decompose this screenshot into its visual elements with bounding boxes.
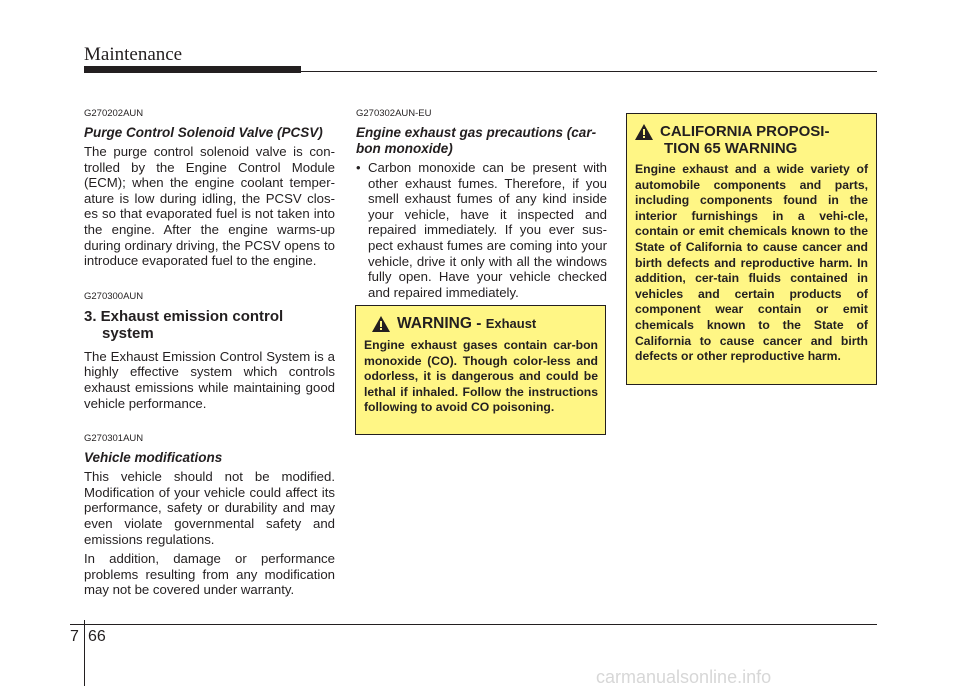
exhaust-code: G270300AUN	[84, 290, 144, 302]
watermark: carmanualsonline.info	[596, 667, 772, 687]
warning-california-title-line1: CALIFORNIA PROPOSI-	[660, 123, 830, 140]
exhaust-heading-line1: 3. Exhaust emission control	[84, 307, 284, 325]
pcsv-title: Purge Control Solenoid Valve (PCSV)	[84, 125, 323, 140]
header-rule	[301, 71, 877, 72]
left-column	[84, 108, 335, 602]
warning-california-title-line2: TION 65 WARNING	[664, 140, 798, 157]
warning-exhaust-body: Engine exhaust gases contain car-bon monoxide (CO). Though color-less and odorless, it is dangerous and could be lethal if inhaled. Follow the instructions following to avoid CO poisoning.	[364, 338, 598, 415]
warning-box-exhaust	[355, 305, 606, 435]
bullet-icon: •	[356, 160, 361, 175]
header-bar	[84, 66, 301, 73]
warning-triangle-icon	[372, 316, 390, 332]
exhaust-body: The Exhaust Emission Control System is a highly effective system which controls exhaust emissions while maintaining good vehicle performance.	[84, 348, 335, 411]
vehicle-code: G270301AUN	[84, 433, 144, 445]
warning-california-title	[635, 123, 868, 157]
page-number: 66	[88, 628, 106, 645]
pcsv-code: G270202AUN	[84, 108, 144, 119]
co-code: G270302AUN-EU	[356, 108, 432, 119]
vehicle-title: Vehicle modifications	[84, 450, 223, 466]
warning-exhaust-title	[364, 315, 598, 333]
warning-exhaust-title-sub: Exhaust	[485, 316, 537, 331]
co-bullet-text: Carbon monoxide can be present with other exhaust fumes. Therefore, if you smell exhaust fumes of any kind inside your vehicle, have it inspected and repaired immediately. If you ever sus-pect exhaust fumes are coming into your vehicle, drive it only with all the windows fully open. Have your vehicle checked and repaired immediately.	[368, 160, 607, 300]
exhaust-heading-line2: system	[102, 324, 154, 342]
warning-exhaust-title-main: WARNING -	[397, 315, 486, 332]
co-bullet	[356, 160, 607, 304]
co-title: Engine exhaust gas precautions (car-bon monoxide)	[356, 125, 597, 156]
warning-box-california	[626, 113, 877, 385]
vehicle-body-2: In addition, damage or performance problems resulting from any modification may not be covered under warranty.	[84, 551, 335, 598]
middle-column	[356, 108, 607, 304]
warning-triangle-icon	[635, 124, 653, 140]
chapter-number: 7	[70, 628, 79, 645]
warning-california-body: Engine exhaust and a wide variety of automobile components and parts, including components found in the interior furnishings in a vehi-cle, contain or emit chemicals known to the State of California to cause cancer and birth defects and reproductive harm. In addition, cer-tain fluids contained in vehicles and certain products of component wear contain or emit chemicals known to the State of California to cause cancer and birth defects or other reproductive harm.	[635, 162, 868, 364]
page-title: Maintenance	[84, 44, 183, 65]
footer-horizontal-rule	[70, 624, 877, 625]
pcsv-body: The purge control solenoid valve is con-trolled by the Engine Control Module (ECM); when the engine coolant temper-ature is low during idling, the PCSV clos-es so that evaporated fuel is not taken into the engine. After the engine warms-up during ordinary driving, the PCSV opens to introduce evaporated fuel to the engine.	[84, 144, 335, 269]
footer-vertical-rule	[84, 620, 85, 686]
exhaust-section-heading	[84, 308, 335, 342]
vehicle-body-1: This vehicle should not be modified. Modification of your vehicle could affect its performance, safety or durability and may even violate governmental safety and emissions regulations.	[84, 469, 335, 547]
